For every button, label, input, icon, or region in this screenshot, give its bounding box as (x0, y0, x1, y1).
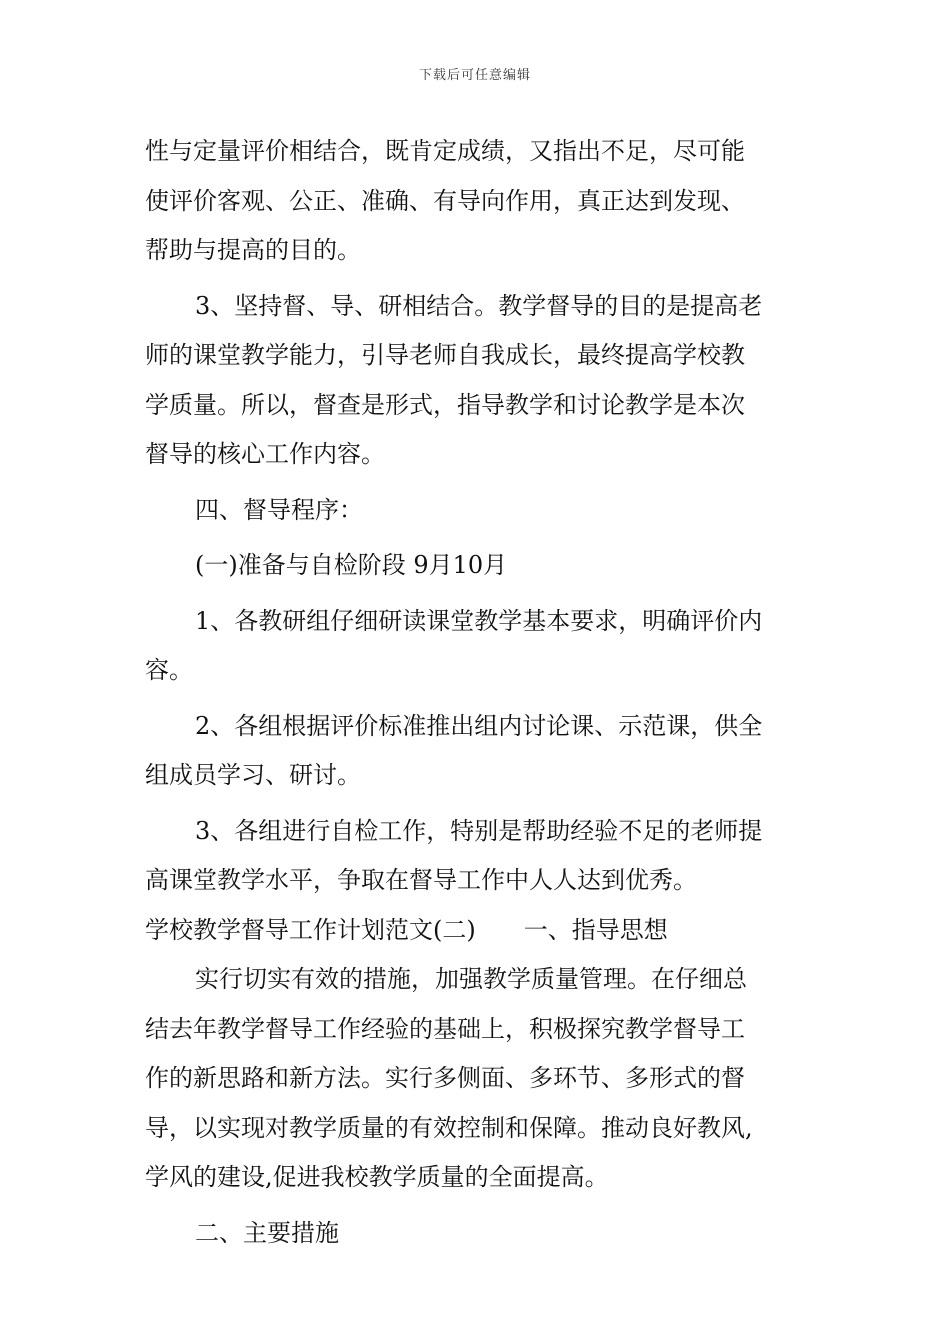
section-heading: 四、督导程序： (195, 495, 363, 524)
text-line: 学风的建设,促进我校教学质量的全面提高。 (145, 1163, 609, 1191)
text-line: 组成员学习、研讨。 (145, 761, 361, 789)
document-body (145, 127, 810, 1258)
text-line: 使评价客观、公正、准确、有导向作用，真正达到发现、 (145, 186, 745, 215)
text-line: 性与定量评价相结合，既肯定成绩，又指出不足，尽可能 (145, 137, 745, 165)
text-line: 学质量。所以，督查是形式，指导教学和讨论教学是本次 (145, 390, 745, 419)
paragraph-start-line: 2、各组根据评价标准推出组内讨论课、示范课，供全 (195, 711, 763, 740)
header-note: 下载后可任意编辑 (418, 68, 531, 83)
document-section-title-line (145, 906, 810, 956)
paragraph-start-line: 实行切实有效的措施，加强教学质量管理。在仔细总 (195, 965, 747, 993)
text-line: 容。 (145, 656, 193, 684)
text-line: 高课堂教学水平，争取在督导工作中人人达到优秀。 (145, 866, 697, 894)
text-line: 导，以实现对教学质量的有效控制和保障。推动良好教风, (145, 1113, 753, 1142)
text-line: 作的新思路和新方法。实行多侧面、多环节、多形式的督 (145, 1064, 745, 1092)
section-subheading: 一、指导思想 (523, 915, 668, 944)
paragraph-start-line: 1、各教研组仔细研读课堂教学基本要求，明确评价内 (195, 606, 763, 635)
paragraph-start-line: 3、各组进行自检工作，特别是帮助经验不足的老师提 (195, 816, 763, 845)
text-line: 结去年教学督导工作经验的基础上，积极探究教学督导工 (145, 1014, 745, 1043)
section-heading: 二、主要措施 (195, 1218, 339, 1247)
text-line: 督导的核心工作内容。 (145, 440, 385, 468)
subsection-heading: (一)准备与自检阶段 9月10月 (195, 551, 508, 579)
text-line: 帮助与提高的目的。 (145, 236, 361, 264)
section-title: 学校教学督导工作计划范文(二) (145, 915, 476, 944)
text-line: 师的课堂教学能力，引导老师自我成长，最终提高学校教 (145, 341, 745, 369)
paragraph-start-line: 3、坚持督、导、研相结合。教学督导的目的是提高老 (195, 291, 763, 320)
